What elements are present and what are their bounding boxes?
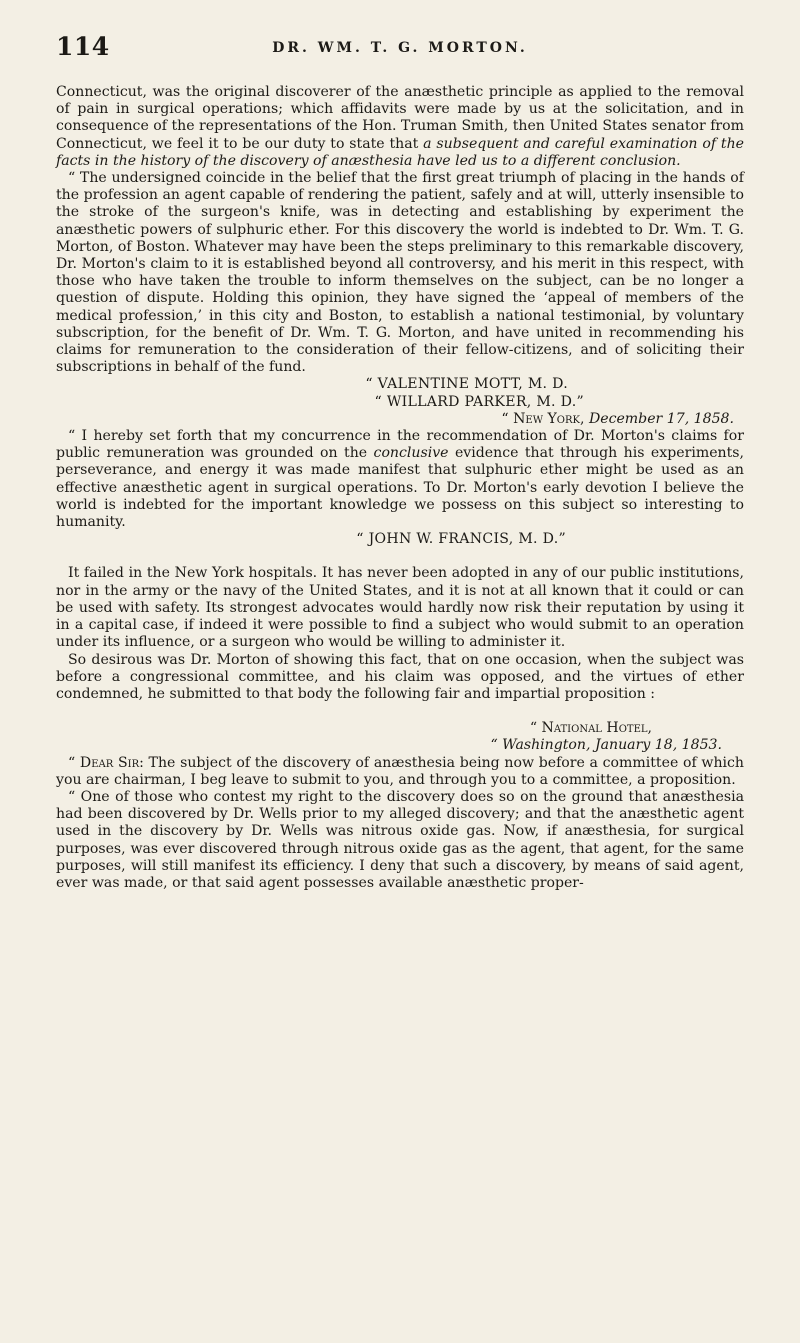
page-header (56, 32, 744, 72)
letter-address-date (56, 737, 744, 754)
text-span: evidence that through his experiments, perseverance, and energy it was made manifest that sulphuric ether might be used as an effective anæsthetic agent in surgical operations. To Dr. Morton's early devotion I believe the world is indebted for the important knowledge we possess on this subject so interesting to humanity. (56, 445, 744, 531)
text-span: “ I hereby set forth that my concurrence in the recommendation of Dr. Morton's claims for public remuneration was grounded on the (56, 428, 744, 462)
text-span: Connecticut, was the original discoverer of the anæsthetic principle as applied to the removal of pain in surgical operations; which affidavits were made by us at the solicitation, and in consequence of the representations of the Hon. Truman Smith, then United States senator from Connecticut, we feel it to be our duty to state that (56, 84, 744, 152)
paragraph-dear-sir (56, 755, 744, 789)
paragraph-nitrous-oxide: “ One of those who contest my right to the discovery does so on the ground that anæsthesia had been discovered by Dr. Wells prior to my alleged discovery; and that the anæsthetic agent used in the discovery by Dr. Wells was nitrous oxide gas. Now, if anæsthesia, for surgical purposes, was ever discovered through nitrous oxide gas as the agent, that agent, for the same purposes, will still manifest its efficiency. I deny that such a discovery, by means of said agent, ever was made, or that said agent possesses available anæsthetic proper- (56, 788, 744, 891)
dateline-new-york (56, 411, 744, 428)
italic-emphasis: a subsequent and careful examination of the facts in the history of the discovery of anæsthesia have led us to a different conclusion. (56, 135, 744, 169)
paragraph-failed-hospitals: It failed in the New York hospitals. It has never been adopted in any of our public institutions, nor in the army or the navy of the United States, and it is not at all known that it could or can be used with safety. Its strongest advocates would hardly now risk their reputation by using it in a capital case, if indeed it were possible to find a subject who would submit to an operation under its influence, or a surgeon who would be willing to administer it. (56, 565, 744, 651)
italic-emphasis: conclusive (373, 445, 449, 462)
text-span: The subject of the discovery of anæsthesia being now before a committee of which you are chairman, I beg leave to submit to you, and through you to a committee, a proposition. (56, 754, 745, 788)
letter-address-hotel: “ National Hotel, (529, 720, 652, 737)
dateline-date: December 17, 1858. (588, 410, 734, 427)
signature-mott: “ VALENTINE MOTT, M. D. (365, 376, 568, 393)
letter-place: “ Washington, (490, 737, 591, 754)
paragraph-francis-concurrence (56, 428, 744, 531)
signature-francis: “ JOHN W. FRANCIS, M. D.” (356, 531, 566, 548)
signature-parker: “ WILLARD PARKER, M. D.” (374, 393, 584, 410)
paragraph-congressional-committee: So desirous was Dr. Morton of showing this fact, that on one occasion, when the subject was before a congressional committee, and his claim was opposed, and the virtues of ether condemned, he submitted to that body the following fair and impartial proposition : (56, 651, 744, 702)
page-body (56, 84, 744, 892)
section-gap (56, 703, 744, 720)
paragraph-undersigned-belief: “ The undersigned coincide in the belief that the first great triumph of placing in the hands of the profession an agent capable of rendering the patient, safely and at will, utterly insensible to the stroke of the surgeon's knife, was in detecting and establishing by experiment the anæsthetic powers of sulphuric ether. For this discovery the world is indebted to Dr. Wm. T. G. Morton, of Boston. Whatever may have been the steps preliminary to this remarkable discovery, Dr. Morton's claim to it is established beyond all controversy, and his merit in this respect, with those who have taken the trouble to inform themselves on the subject, can be no longer a question of dispute. Holding this opinion, they have signed the ‘appeal of members of the medical profession,’ in this city and Boston, to establish a national testimonial, by voluntary subscription, for the benefit of Dr. Wm. T. G. Morton, and have united in recommending his claims for remuneration to the consideration of their fellow-citizens, and of soliciting their subscriptions in behalf of the fund. (56, 170, 744, 376)
salutation: “ Dear Sir: (68, 754, 144, 771)
running-head: DR. WM. T. G. MORTON. (272, 40, 528, 56)
letter-date: January 18, 1853. (594, 737, 722, 754)
dateline-place: “ New York, (501, 410, 585, 427)
paragraph-affidavit-retraction (56, 84, 744, 170)
section-gap (56, 548, 744, 565)
page-number: 114 (56, 32, 110, 61)
